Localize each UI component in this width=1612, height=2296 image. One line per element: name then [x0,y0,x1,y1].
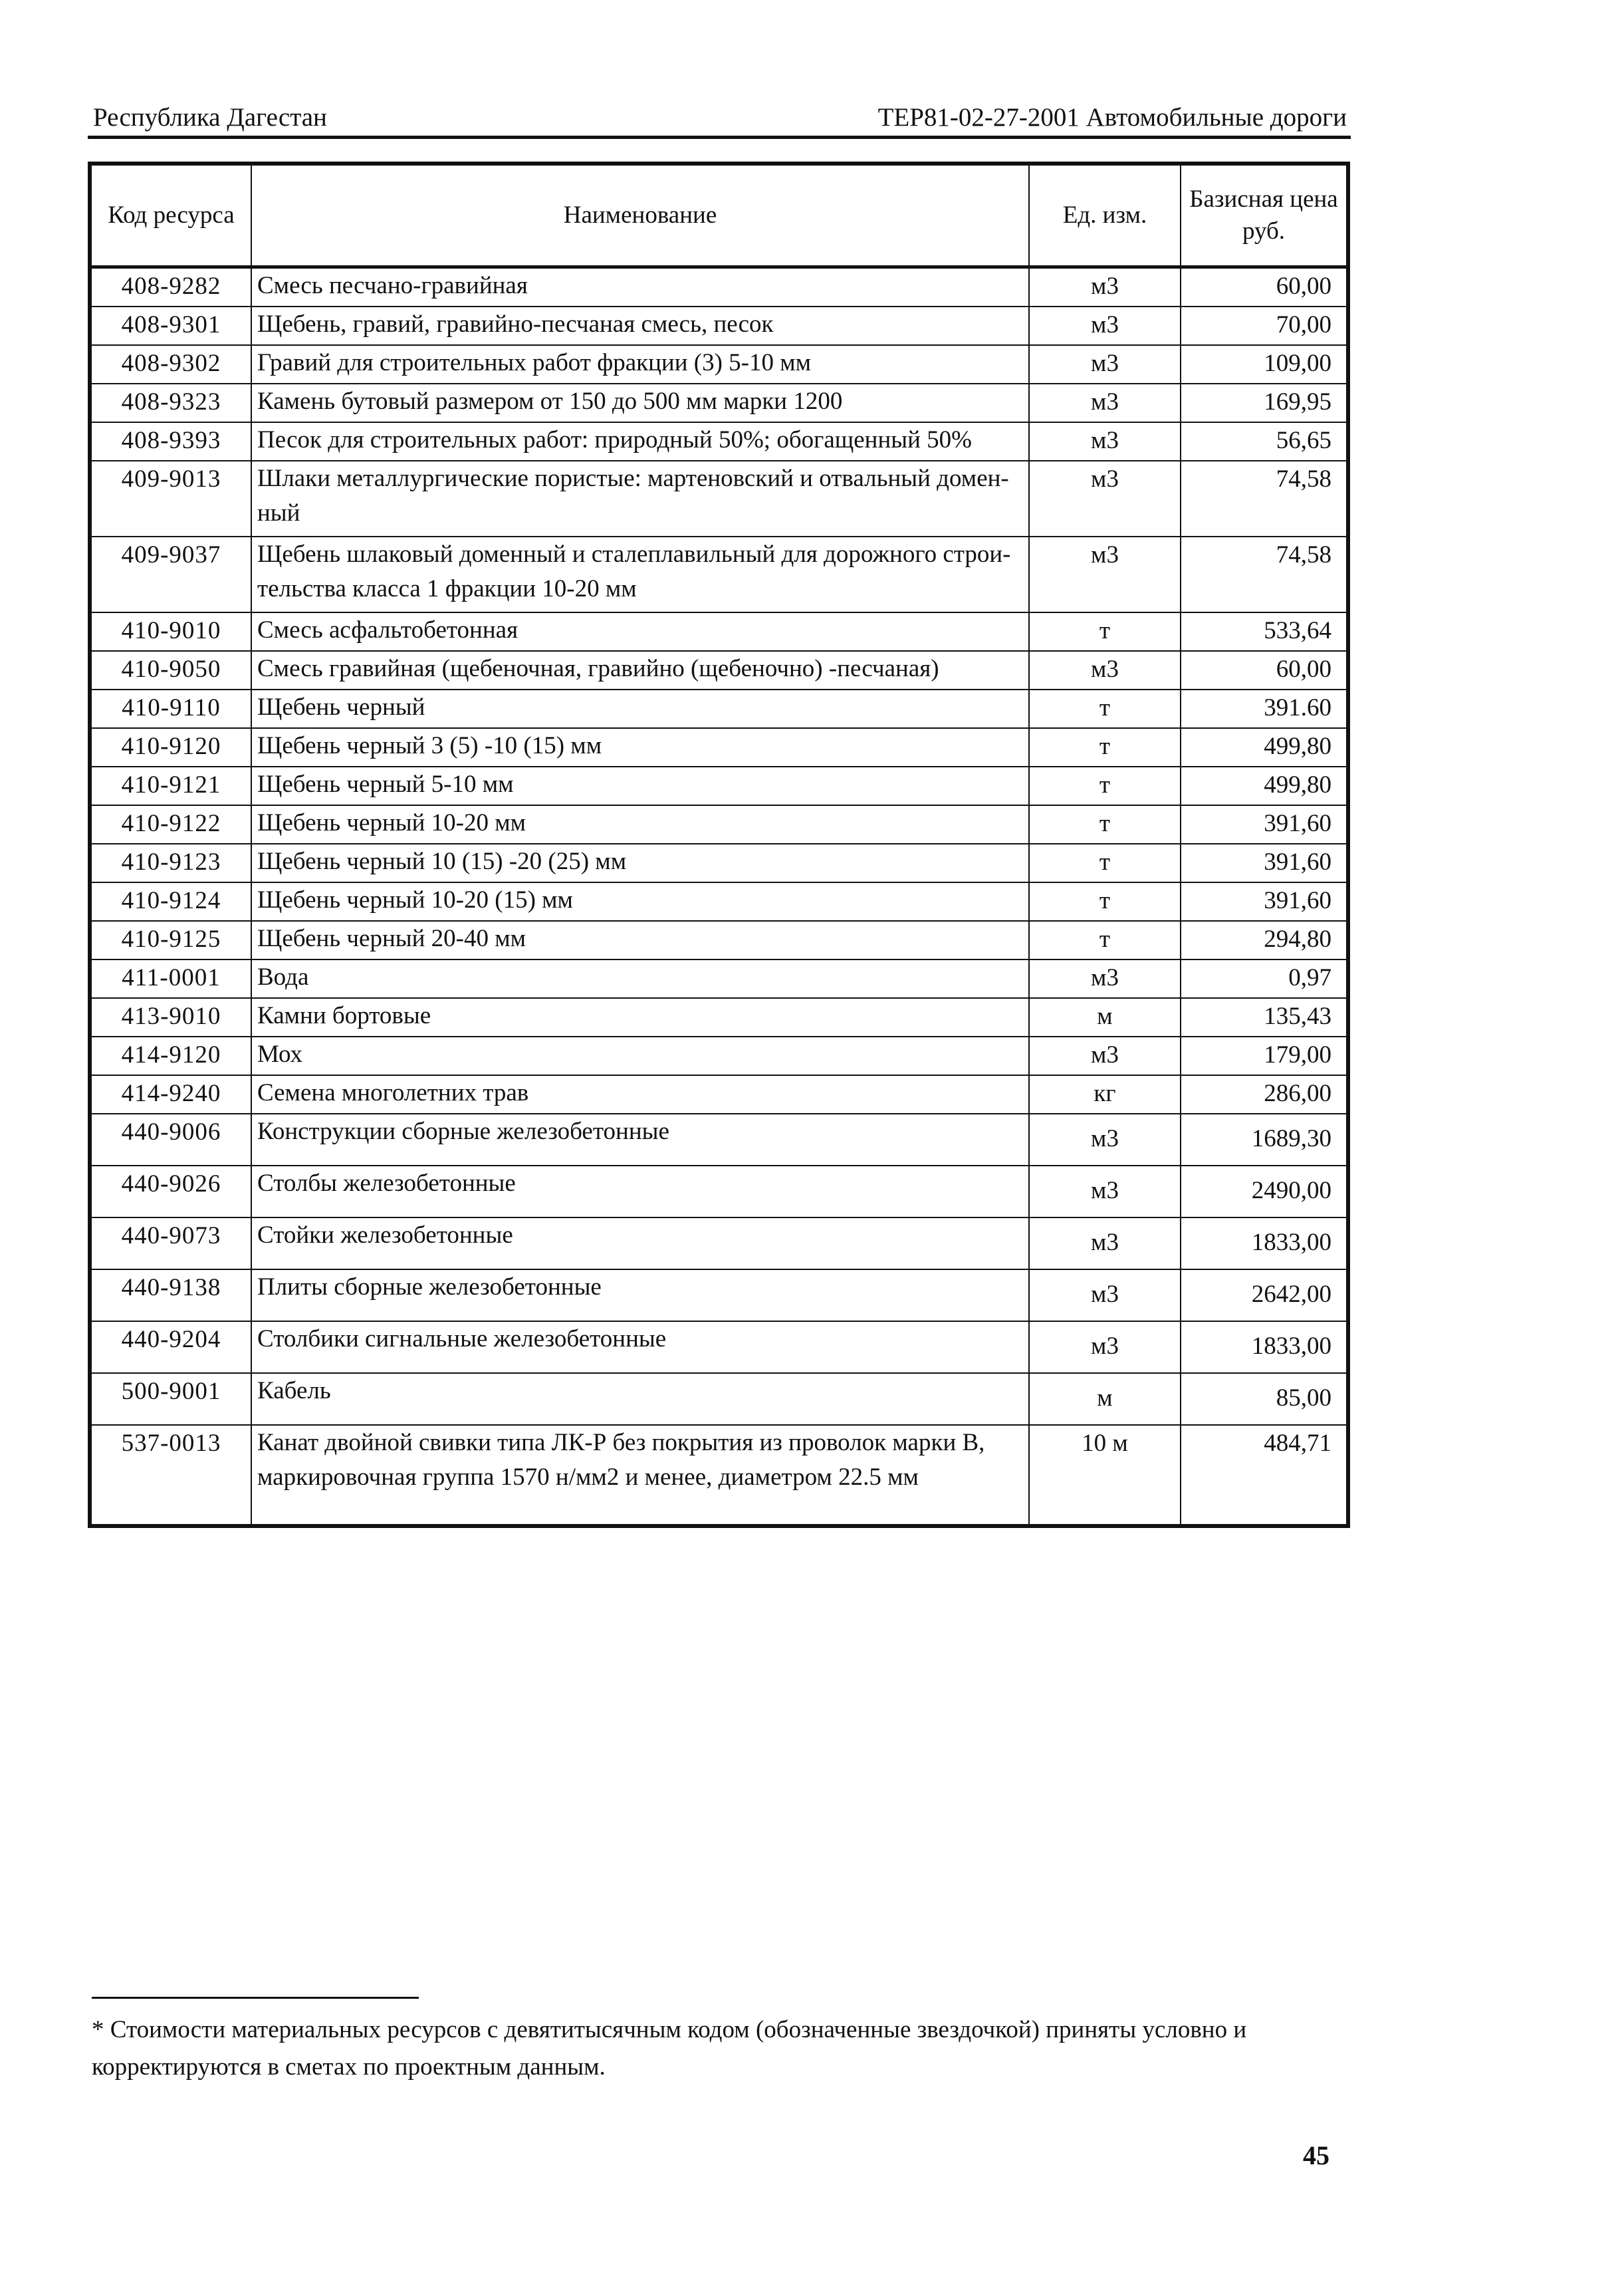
cell-base-price: 60,00 [1181,267,1348,307]
cell-unit: т [1029,690,1181,728]
cell-resource-name-line: Конструкции сборные железобетонные [257,1118,669,1145]
cell-base-price: 85,00 [1181,1373,1348,1425]
cell-resource-name-line: Щебень черный 10-20 (15) мм [257,886,573,914]
cell-resource-name-line: Канат двойной свивки типа ЛК-Р без покрытия из проволок марки В, [257,1429,985,1456]
cell-resource-name-line: Семена многолетних трав [257,1079,529,1106]
cell-resource-name-line: Шлаки металлургические пористые: мартеновский и отвальный домен- [257,465,1009,492]
column-header-name: Наименование [251,164,1029,267]
table-row [90,844,1348,882]
cell-resource-name [251,651,1029,690]
cell-resource-code: 409-9013 [90,461,251,537]
cell-resource-name-line: Стойки железобетонные [257,1221,513,1249]
cell-resource-name-line: Щебень черный 20-40 мм [257,925,526,952]
table-row [90,1075,1348,1114]
cell-resource-name-line: Гравий для строительных работ фракции (3) 5-10 мм [257,349,812,376]
table-row [90,921,1348,959]
cell-base-price: 286,00 [1181,1075,1348,1114]
table-row [90,690,1348,728]
cell-unit: м3 [1029,1037,1181,1075]
cell-base-price: 74,58 [1181,537,1348,612]
cell-resource-name-line: Щебень, гравий, гравийно-песчаная смесь, песок [257,311,774,338]
cell-resource-name-line: маркировочная группа 1570 н/мм2 и менее, диаметром 22.5 мм [257,1464,919,1491]
cell-base-price: 1689,30 [1181,1114,1348,1166]
cell-resource-name-line: Мох [257,1041,303,1068]
cell-unit: м3 [1029,461,1181,537]
cell-resource-name [251,1037,1029,1075]
table-row [90,882,1348,921]
cell-unit: т [1029,882,1181,921]
cell-unit: м3 [1029,422,1181,461]
header-document-title: ТЕР81-02-27-2001 Автомобильные дороги [877,103,1347,132]
cell-base-price: 56,65 [1181,422,1348,461]
table-row [90,1114,1348,1166]
cell-resource-name [251,461,1029,537]
cell-base-price: 391.60 [1181,690,1348,728]
cell-base-price: 499,80 [1181,767,1348,805]
cell-base-price: 169,95 [1181,384,1348,422]
cell-base-price: 484,71 [1181,1425,1348,1526]
cell-resource-name-line: Кабель [257,1377,331,1404]
cell-resource-name-line: Вода [257,963,309,991]
cell-base-price: 0,97 [1181,959,1348,998]
cell-resource-name-line: Щебень черный 10 (15) -20 (25) мм [257,848,627,875]
cell-base-price: 2490,00 [1181,1166,1348,1217]
cell-unit: м [1029,998,1181,1037]
table-row [90,1037,1348,1075]
table-row [90,267,1348,307]
cell-base-price: 533,64 [1181,612,1348,651]
table-header-row [90,164,1348,267]
table-row [90,384,1348,422]
cell-resource-name [251,844,1029,882]
cell-unit: м3 [1029,651,1181,690]
cell-resource-code: 440-9138 [90,1269,251,1321]
table-row [90,1373,1348,1425]
cell-resource-code: 410-9110 [90,690,251,728]
cell-unit: м3 [1029,267,1181,307]
footnote-divider [92,1997,419,1999]
cell-resource-code: 411-0001 [90,959,251,998]
cell-resource-name-line: Песок для строительных работ: природный 50%; обогащенный 50% [257,426,973,453]
cell-resource-name [251,345,1029,384]
cell-resource-code: 409-9037 [90,537,251,612]
cell-resource-name [251,1373,1029,1425]
table-row [90,307,1348,345]
column-header-price-line1: Базисная цена [1189,186,1338,213]
table-row [90,1425,1348,1526]
cell-resource-code: 410-9124 [90,882,251,921]
cell-unit: м3 [1029,1217,1181,1269]
cell-resource-name-line: ный [257,499,300,527]
cell-base-price: 135,43 [1181,998,1348,1037]
cell-unit: м3 [1029,1321,1181,1373]
cell-unit: т [1029,728,1181,767]
cell-base-price: 391,60 [1181,882,1348,921]
cell-resource-name [251,882,1029,921]
cell-resource-code: 408-9302 [90,345,251,384]
cell-unit: м3 [1029,1166,1181,1217]
cell-unit: м3 [1029,307,1181,345]
table-body [90,267,1348,1527]
cell-base-price: 1833,00 [1181,1321,1348,1373]
cell-unit: м3 [1029,1114,1181,1166]
resource-price-table [88,162,1350,1528]
cell-resource-code: 410-9120 [90,728,251,767]
table-row [90,805,1348,844]
cell-base-price: 391,60 [1181,805,1348,844]
cell-resource-name [251,307,1029,345]
table-row [90,1321,1348,1373]
table-row [90,767,1348,805]
cell-resource-name-line: Щебень черный 10-20 мм [257,809,526,836]
footnote-line-2: корректируются в сметах по проектным данным. [92,2053,606,2081]
table-row [90,612,1348,651]
cell-resource-code: 410-9121 [90,767,251,805]
cell-resource-name [251,959,1029,998]
cell-resource-code: 410-9125 [90,921,251,959]
cell-resource-name-line: Камни бортовые [257,1002,431,1029]
cell-resource-name-line: Смесь гравийная (щебеночная, гравийно (щебеночно) -песчаная) [257,655,939,682]
cell-resource-code: 500-9001 [90,1373,251,1425]
page-number: 45 [1303,2140,1329,2170]
cell-resource-name [251,422,1029,461]
cell-resource-name [251,690,1029,728]
cell-resource-name-line: Щебень черный 5-10 мм [257,771,514,798]
cell-base-price: 294,80 [1181,921,1348,959]
cell-base-price: 179,00 [1181,1037,1348,1075]
cell-resource-name [251,998,1029,1037]
cell-resource-name [251,1425,1029,1526]
cell-resource-code: 440-9026 [90,1166,251,1217]
cell-unit: т [1029,844,1181,882]
cell-unit: м3 [1029,537,1181,612]
cell-resource-name-line: Камень бутовый размером от 150 до 500 мм марки 1200 [257,388,843,415]
cell-unit: т [1029,612,1181,651]
cell-resource-code: 440-9204 [90,1321,251,1373]
cell-resource-name-line: Щебень черный [257,694,425,721]
cell-unit: м3 [1029,1269,1181,1321]
cell-base-price: 60,00 [1181,651,1348,690]
footnote [92,2011,1288,2086]
table-row [90,1269,1348,1321]
table-row [90,728,1348,767]
column-header-price [1181,164,1348,267]
table-row [90,998,1348,1037]
table-row [90,651,1348,690]
table-row [90,959,1348,998]
column-header-code: Код ресурса [90,164,251,267]
cell-resource-name [251,728,1029,767]
table-row [90,1217,1348,1269]
cell-unit: м [1029,1373,1181,1425]
footnote-line-1: * Стоимости материальных ресурсов с девятитысячным кодом (обозначенные звездочкой) приняты условно и [92,2016,1247,2043]
cell-resource-name-line: Щебень черный 3 (5) -10 (15) мм [257,732,602,759]
table-row [90,422,1348,461]
cell-resource-code: 410-9050 [90,651,251,690]
cell-resource-name [251,805,1029,844]
cell-resource-name [251,1075,1029,1114]
cell-resource-code: 408-9393 [90,422,251,461]
column-header-unit: Ед. изм. [1029,164,1181,267]
cell-base-price: 74,58 [1181,461,1348,537]
cell-resource-name [251,921,1029,959]
cell-resource-code: 410-9123 [90,844,251,882]
table-row [90,537,1348,612]
cell-resource-name-line: Плиты сборные железобетонные [257,1273,602,1301]
table-row [90,1166,1348,1217]
cell-resource-code: 440-9073 [90,1217,251,1269]
cell-resource-name-line: Смесь асфальтобетонная [257,616,518,644]
cell-resource-name [251,1269,1029,1321]
cell-resource-code: 440-9006 [90,1114,251,1166]
cell-resource-name-line: тельства класса 1 фракции 10-20 мм [257,575,637,602]
cell-base-price: 70,00 [1181,307,1348,345]
column-header-price-line2: руб. [1242,217,1286,245]
header-region: Республика Дагестан [93,103,327,132]
cell-resource-code: 408-9282 [90,267,251,307]
cell-resource-code: 408-9301 [90,307,251,345]
table-row [90,461,1348,537]
cell-resource-code: 413-9010 [90,998,251,1037]
page-header [88,100,1351,139]
cell-resource-name [251,1166,1029,1217]
cell-resource-name-line: Столбики сигнальные железобетонные [257,1325,667,1352]
cell-resource-name [251,267,1029,307]
cell-base-price: 1833,00 [1181,1217,1348,1269]
cell-resource-code: 410-9122 [90,805,251,844]
cell-resource-code: 414-9120 [90,1037,251,1075]
cell-unit: т [1029,767,1181,805]
cell-resource-name [251,384,1029,422]
cell-base-price: 391,60 [1181,844,1348,882]
cell-unit: 10 м [1029,1425,1181,1526]
cell-unit: м3 [1029,345,1181,384]
cell-unit: м3 [1029,959,1181,998]
table-row [90,345,1348,384]
cell-resource-name-line: Столбы железобетонные [257,1170,516,1197]
cell-resource-name [251,1114,1029,1166]
cell-unit: кг [1029,1075,1181,1114]
cell-base-price: 499,80 [1181,728,1348,767]
cell-unit: т [1029,805,1181,844]
cell-resource-name [251,1321,1029,1373]
cell-unit: т [1029,921,1181,959]
cell-resource-code: 537-0013 [90,1425,251,1526]
cell-base-price: 109,00 [1181,345,1348,384]
cell-resource-name [251,537,1029,612]
cell-resource-name [251,612,1029,651]
cell-resource-name-line: Смесь песчано-гравийная [257,272,528,299]
cell-resource-code: 414-9240 [90,1075,251,1114]
cell-resource-name [251,767,1029,805]
cell-resource-code: 410-9010 [90,612,251,651]
cell-unit: м3 [1029,384,1181,422]
cell-base-price: 2642,00 [1181,1269,1348,1321]
cell-resource-name [251,1217,1029,1269]
cell-resource-name-line: Щебень шлаковый доменный и сталеплавильный для дорожного строи- [257,541,1011,568]
cell-resource-code: 408-9323 [90,384,251,422]
